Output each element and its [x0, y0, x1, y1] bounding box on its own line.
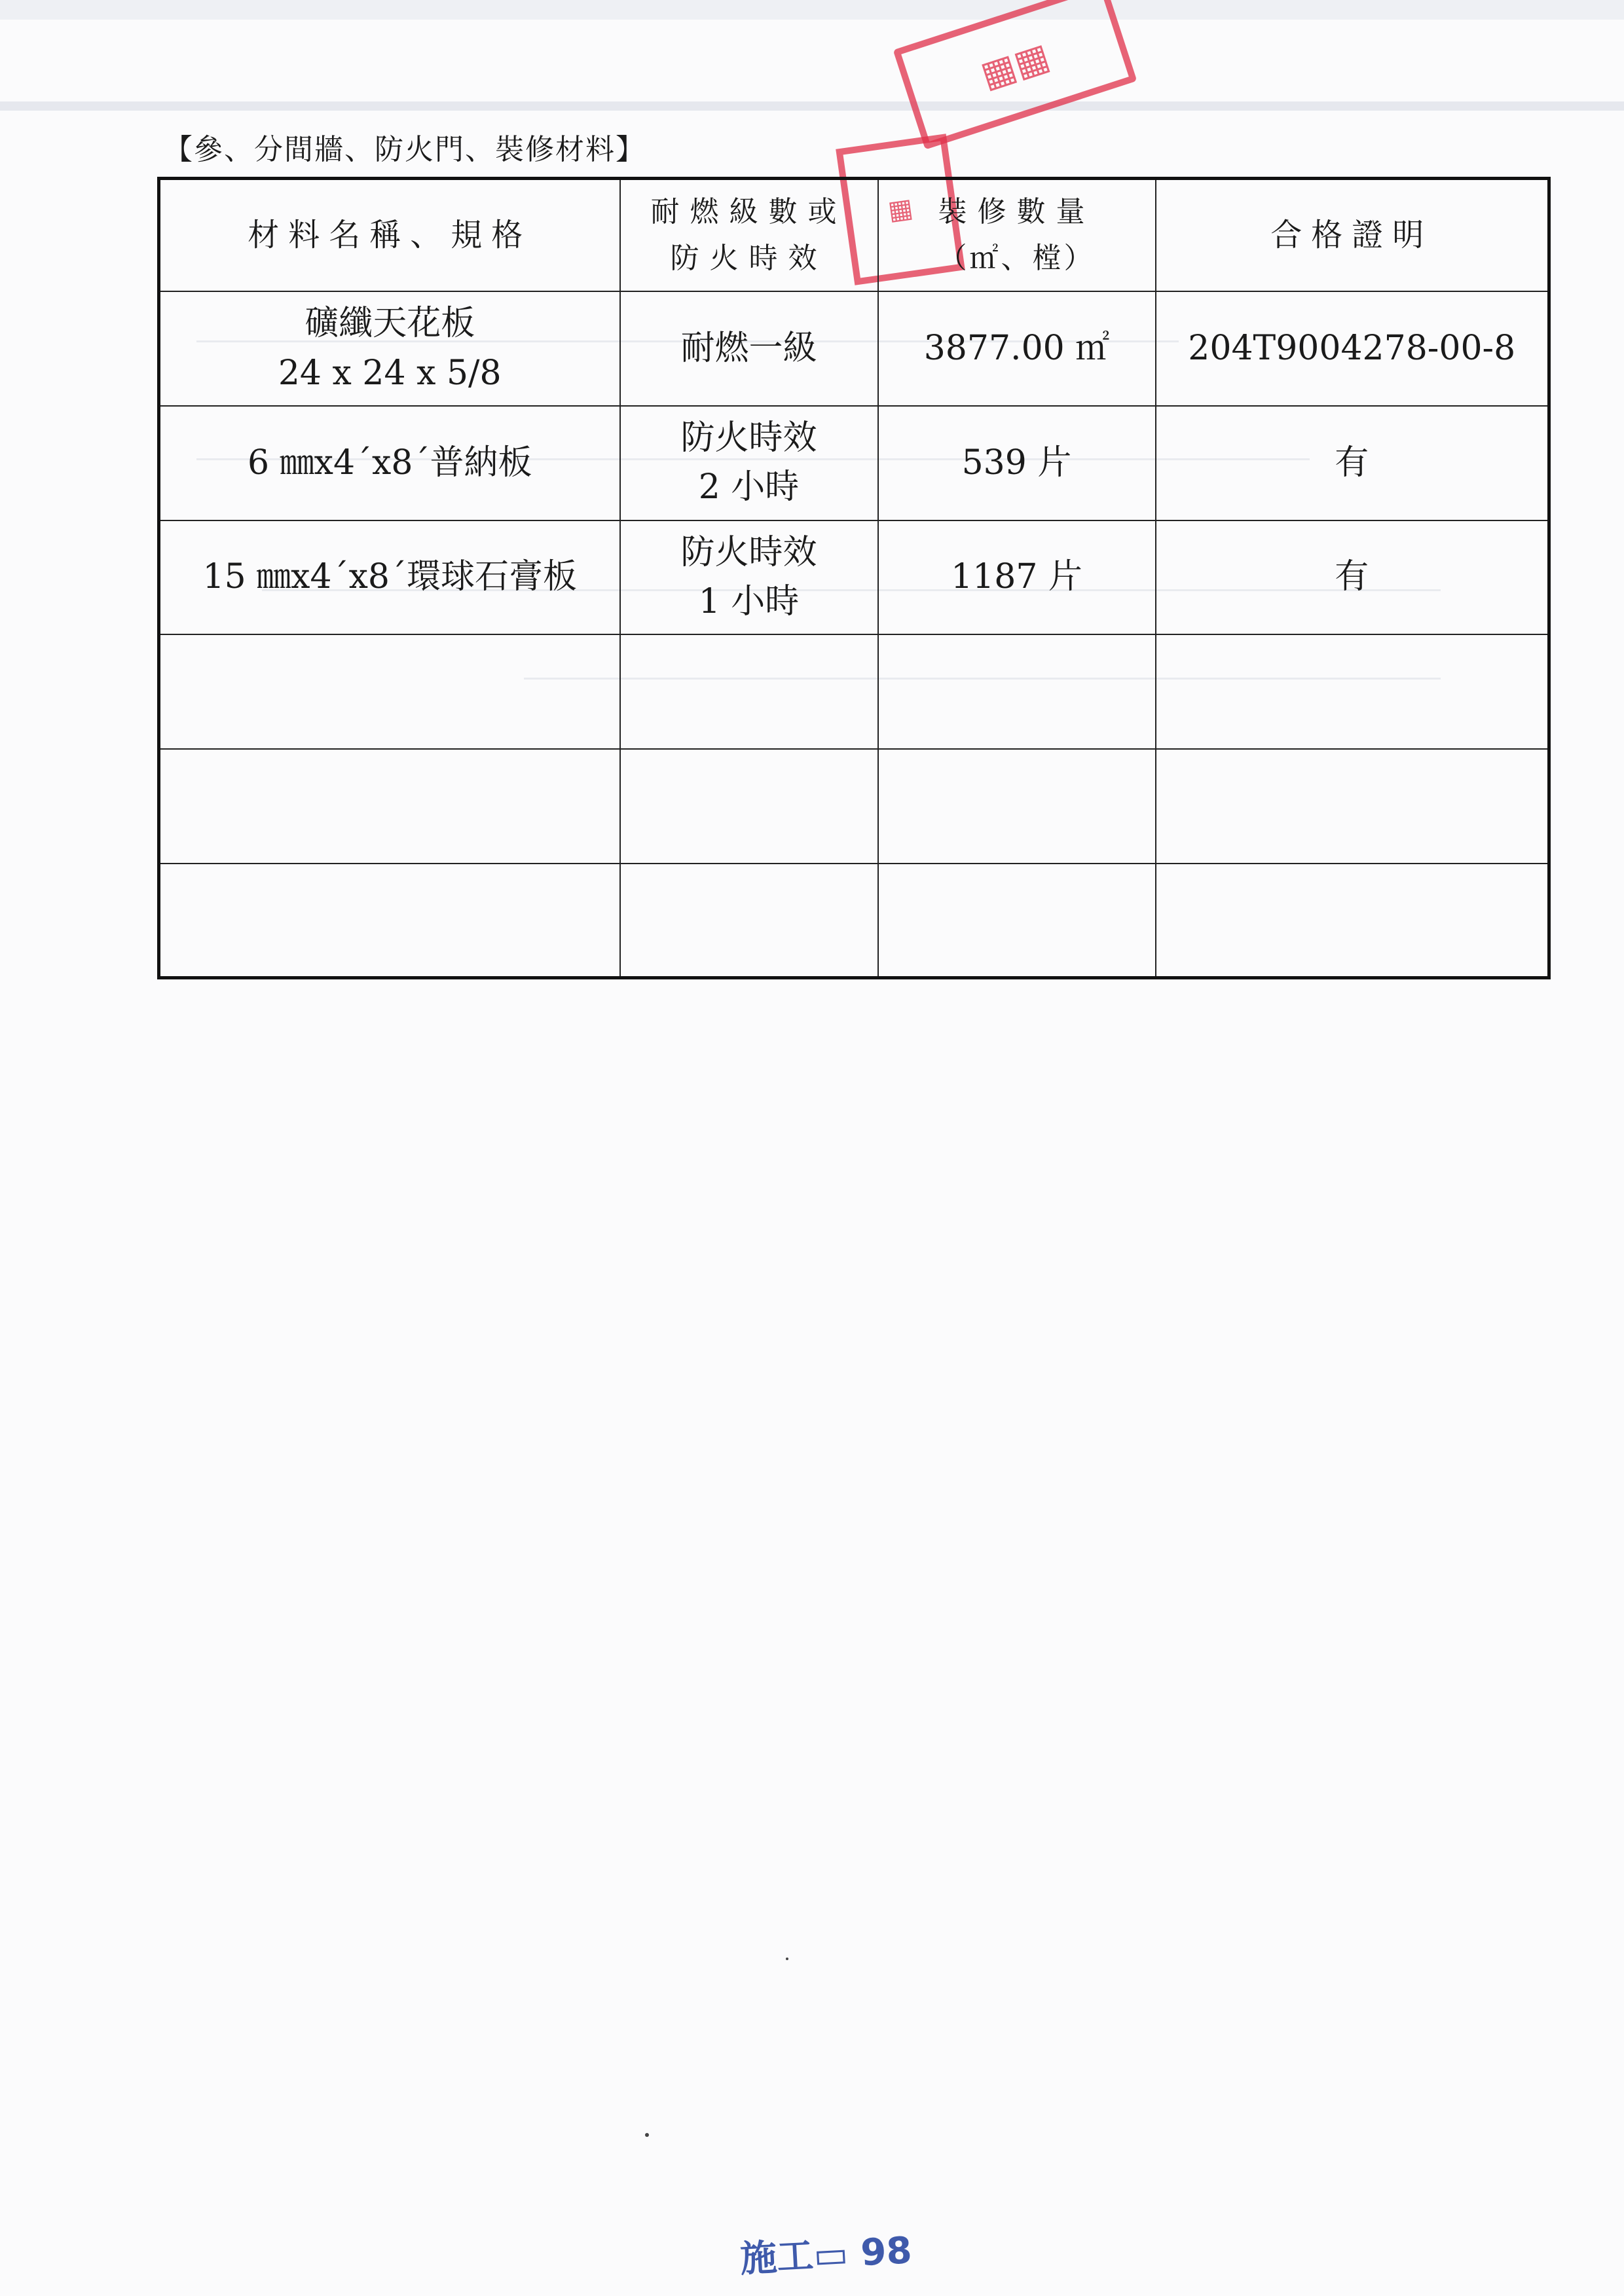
cell-fire-rating — [620, 749, 878, 864]
cell-certificate — [1156, 864, 1549, 978]
table-row — [159, 291, 1549, 406]
blue-ink-stamp: 施工▭ 98 — [739, 2229, 913, 2281]
scan-speck — [645, 2133, 649, 2137]
cell-quantity: 1187 片 — [878, 520, 1156, 635]
table-row — [159, 406, 1549, 520]
red-seal-stamp: ▦ — [836, 134, 965, 285]
cell-quantity: 3877.00 ㎡ — [878, 291, 1156, 406]
table-row-empty — [159, 864, 1549, 978]
cell-material-name: 礦纖天花板 24 x 24 x 5/8 — [159, 291, 620, 406]
cell-material-name — [159, 749, 620, 864]
cell-material-name: 15 ㎜x4´x8´環球石膏板 — [159, 520, 620, 635]
cell-certificate — [1156, 634, 1549, 749]
cell-quantity — [878, 864, 1156, 978]
table-header-row — [159, 179, 1549, 292]
cell-quantity — [878, 749, 1156, 864]
materials-table — [157, 177, 1551, 979]
cell-material-name — [159, 634, 620, 749]
scan-speck — [786, 1958, 788, 1960]
header-material-name: 材料名稱、規格 — [159, 179, 620, 292]
cell-material-name: 6 ㎜x4´x8´普納板 — [159, 406, 620, 520]
table-row-empty — [159, 749, 1549, 864]
cell-quantity: 539 片 — [878, 406, 1156, 520]
cell-certificate — [1156, 749, 1549, 864]
cell-fire-rating — [620, 634, 878, 749]
cell-material-name — [159, 864, 620, 978]
cell-certificate: 204T9004278-00-8 — [1156, 291, 1549, 406]
cell-fire-rating — [620, 864, 878, 978]
cell-certificate: 有 — [1156, 406, 1549, 520]
header-certificate: 合格證明 — [1156, 179, 1549, 292]
cell-certificate: 有 — [1156, 520, 1549, 635]
red-seal-stamp: ▦▦ — [893, 0, 1137, 150]
scan-artifact-fold — [0, 101, 1624, 111]
cell-fire-rating: 防火時效 1 小時 — [620, 520, 878, 635]
header-quantity: 裝修數量 （㎡、樘） — [878, 179, 1156, 292]
cell-fire-rating: 耐燃一級 — [620, 291, 878, 406]
cell-quantity — [878, 634, 1156, 749]
header-fire-rating: 耐燃級數或 防火時效 — [620, 179, 878, 292]
cell-fire-rating: 防火時效 2 小時 — [620, 406, 878, 520]
scan-artifact-top — [0, 0, 1624, 20]
table-row — [159, 520, 1549, 635]
section-title: 【參、分間牆、防火門、裝修材料】 — [164, 133, 646, 166]
table-row-empty — [159, 634, 1549, 749]
